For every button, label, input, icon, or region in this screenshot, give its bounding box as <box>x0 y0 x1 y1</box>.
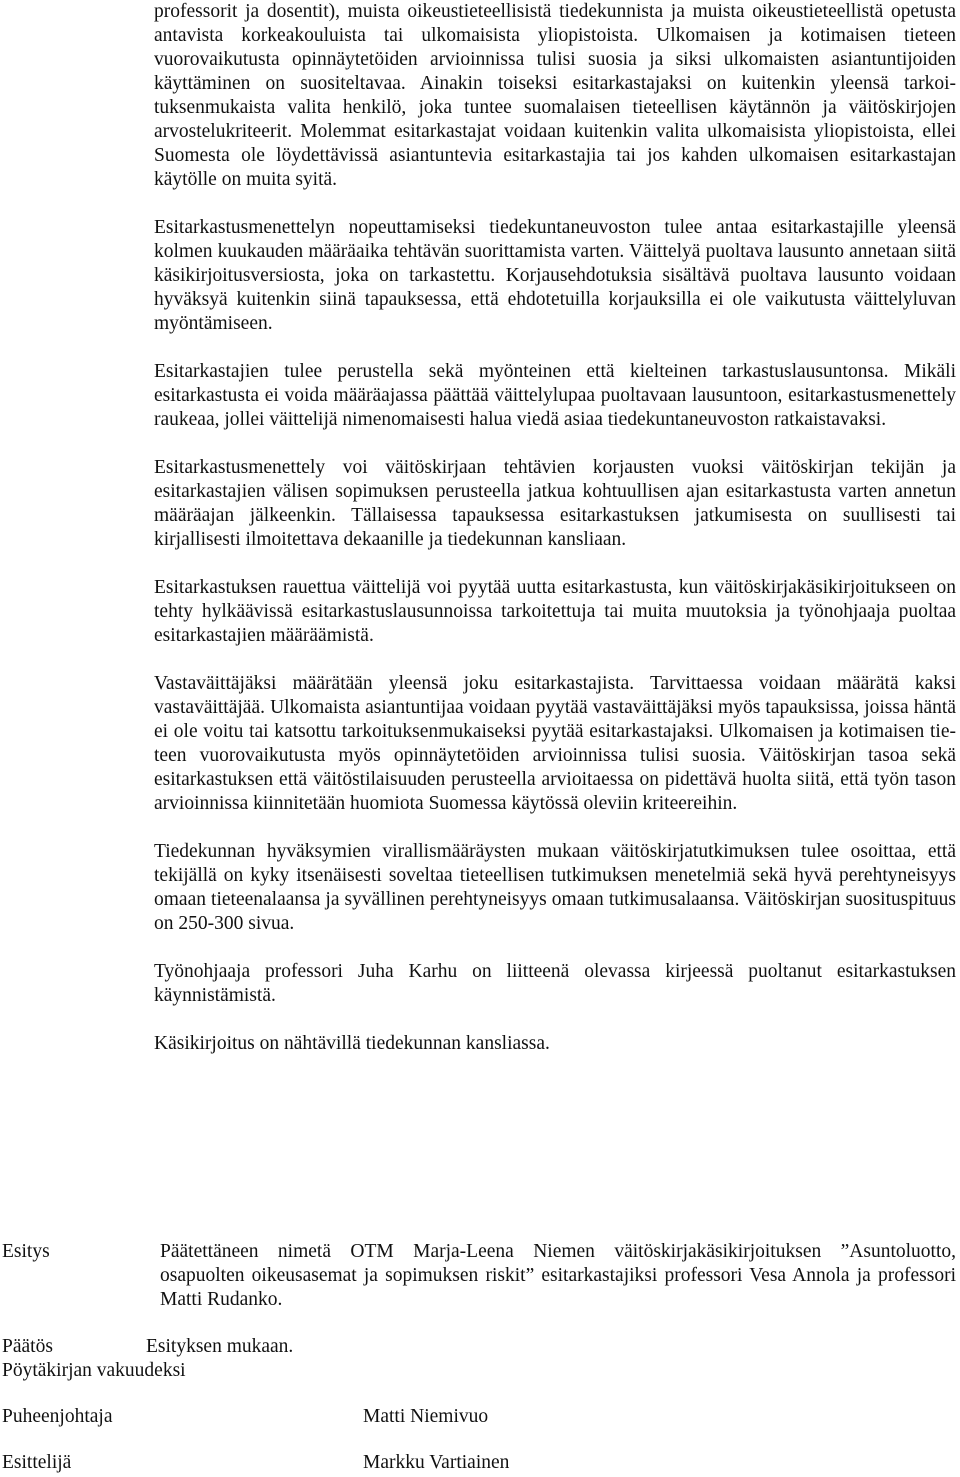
paragraph-manuscript-available: Käsikirjoitus on nähtävillä tiedekunnan kansliassa. <box>154 1033 550 1054</box>
paragraph-review-extension: Esitarkastusmenettely voi väitöskirjaan tehtävien korjausten vuoksi väitöskirjan tekijän ja esitarkastajien välisen sopimuksen perusteella jatkua kohtuullisen ajan esitarkastusta varten annetun määräajan jälkeenkin. Tällaisessa tapauksessa esitarkastuksen jatkumisesta on suullisesti tai kirjallisesti ilmoitettava dekaanille ja tiedekunnan kansliaan. <box>154 457 956 550</box>
decision-text: Esityksen mukaan. <box>146 1336 294 1357</box>
decision-label: Päätös <box>2 1336 53 1357</box>
proposal-label: Esitys <box>2 1241 50 1262</box>
paragraph-supervisor-support: Työnohjaaja professori Juha Karhu on liitteenä olevassa kirjeessä puoltanut esitarkastuksen käynnistämistä. <box>154 961 956 1006</box>
paragraph-statement-justification: Esitarkastajien tulee perustella sekä myönteinen että kielteinen tarkastuslausuntonsa. Mikäli esitarkastusta ei voida määräajassa päättää väittelylupaa puoltavaan lausuntoon, esitarkastusmenettely raukeaa, jollei väittelijä nimenomaisesti halua viedä asiaa tiedekuntaneuvoston ratkaistavaksi. <box>154 361 956 430</box>
main-text-column <box>154 0 956 1080</box>
minutes-label: Pöytäkirjan vakuudeksi <box>2 1360 186 1381</box>
chair-name: Matti Niemivuo <box>363 1406 489 1427</box>
chair-label: Puheenjohtaja <box>2 1406 113 1427</box>
proposal-text: Päätettäneen nimetä OTM Marja-Leena Niemen väitöskirjakäsikirjoituksen ”Asuntoluotto, osapuolten oikeusasemat ja sopimuksen riskit” esitarkastajiksi professori Vesa Annola ja professori Matti Rudanko. <box>160 1241 956 1310</box>
paragraph-new-review: Esitarkastuksen rauettua väittelijä voi pyytää uutta esitarkastusta, kun väitöskirjakäsikirjoitukseen on tehty hylkäävissä esitarkastuslausunnoissa tarkoitettuja tai muita muutoksia ja työnohjaaja puoltaa esitarkastajien määräämistä. <box>154 577 956 646</box>
paragraph-review-deadline: Esitarkastusmenettelyn nopeuttamiseksi tiedekuntaneuvoston tulee antaa esitarkastajille yleensä kolmen kuukauden määräaika tehtävän suorittamista varten. Väittelyä puoltava lausunto annetaan siitä käsikirjoitusversiosta, joka on tarkastettu. Korjausehdotuksia sisältävä puoltava lausunto voidaan hyväksyä kuitenkin siinä tapauksessa, että ehdotetuilla korjauksilla ei ole vaikutusta väittelyluvan myöntämiseen. <box>154 217 956 334</box>
paragraph-dissertation-requirements: Tiedekunnan hyväksymien virallismääräysten mukaan väitöskirjatutkimuksen tulee osoittaa, että tekijällä on kyky itsenäisesti soveltaa tieteellisen tutkimuksen menetelmiä sekä hyvä perehtyneisyys omaan tieteenalaansa ja syvällinen perehtyneisyys omaan tutkimusalaansa. Väitöskirjan suosituspituus on 250-300 sivua. <box>154 841 956 934</box>
presenter-name: Markku Vartiainen <box>363 1452 510 1473</box>
paragraph-reviewers-origin: professorit ja dosentit), muista oikeustieteellisistä tiedekunnista ja muista oikeustieteellistä opetusta antavista korkeakouluista tai ulkomaisista yliopistoista. Ulkomaisen ja kotimaisen tieteen vuorovaikutusta opinnäytetöiden arvioinnissa tulisi suosia ja siksi ulkomaisten asiantuntijoiden käyttäminen on suositeltavaa. Ainakin toiseksi esitarkastajaksi on kuitenkin yleensä tarkoituksenmukaista valita henkilö, joka tuntee suomalaisen tieteellisen käytännön ja väitöskirjojen arvostelukriteerit. Molemmat esitarkastajat voidaan kuitenkin valita ulkomaisista yliopistoista, ellei Suomesta ole löydettävissä asiantuntevia esitarkastajia tai jos kahden ulkomaisen esitarkastajan käytölle on muita syitä. <box>154 1 956 190</box>
paragraph-opponent: Vastaväittäjäksi määrätään yleensä joku esitarkastajista. Tarvittaessa voidaan määrätä kaksi vastaväittäjää. Ulkomaista asiantuntijaa voidaan pyytää vastaväittäjäksi myös tapauksissa, joissa häntä ei ole voitu tai katsottu tarkoituksenmukaiseksi pyytää esitarkastajaksi. Ulkomaisen ja kotimaisen tieteen vuorovaikutusta myös opinnäytetöiden arvioinnissa tulisi suosia. Väitöskirjan tasoa sekä esitarkastuksen että väitöstilaisuuden perusteella arvioitaessa on pidettävä huolta siitä, että työn tason arvioinnissa kiinnitetään huomiota Suomessa käytössä oleviin kriteereihin. <box>154 673 956 814</box>
presenter-label: Esittelijä <box>2 1452 72 1473</box>
